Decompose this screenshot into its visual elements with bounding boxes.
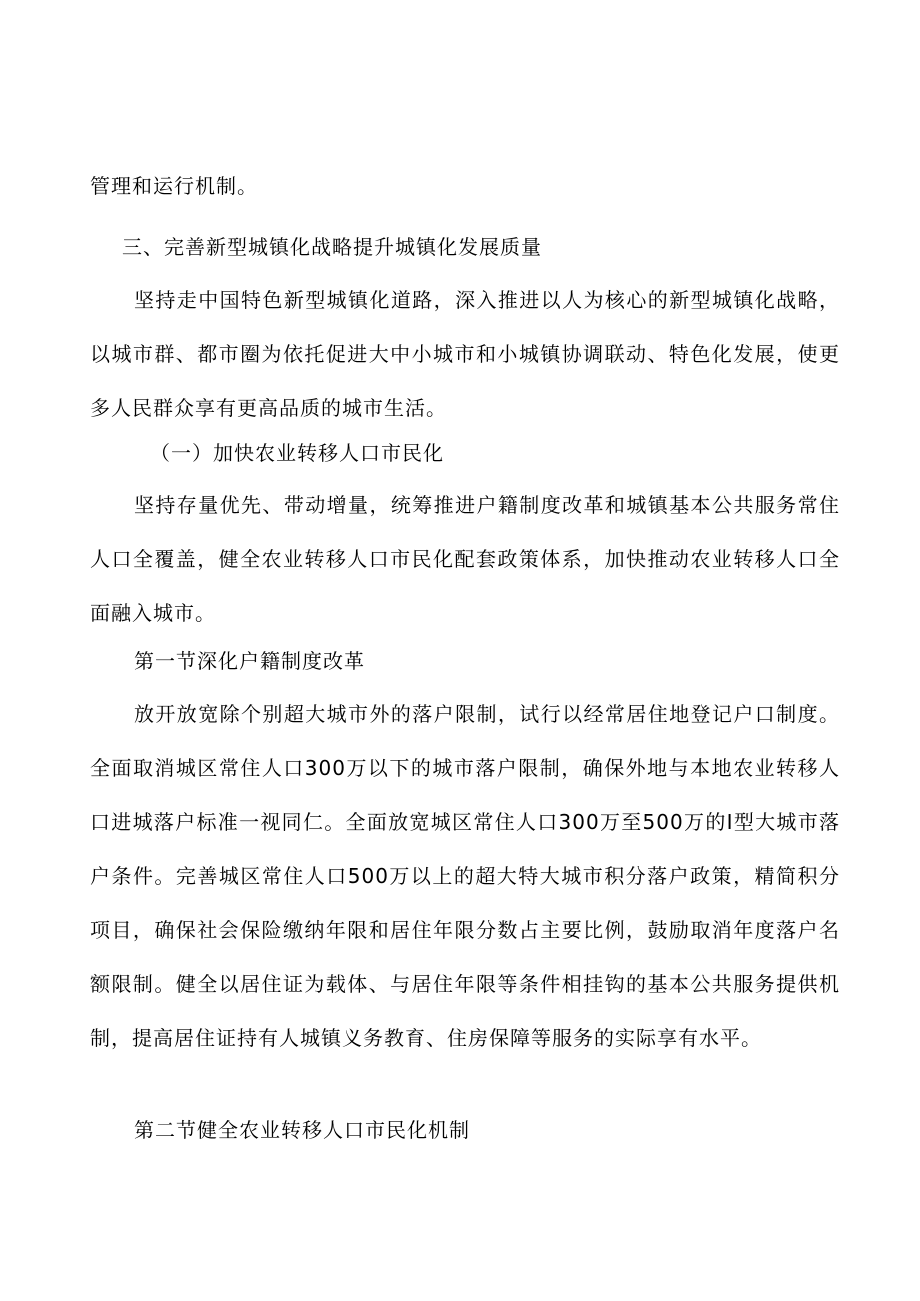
section1-heading: 第一节深化户籍制度改革	[134, 649, 365, 673]
continuation-text: 管理和运行机制。	[90, 174, 258, 198]
intro-paragraph: 坚持走中国特色新型城镇化道路，深入推进以人为核心的新型城镇化战略，以城市群、都市圈为依托促进大中小城市和小城镇协调联动、特色化发展，使更多人民群众享有更高品质的城市生活。	[90, 288, 840, 420]
section2-heading: 第二节健全农业转移人口市民化机制	[134, 1118, 470, 1142]
subsection-heading: （一）加快农业转移人口市民化	[150, 441, 444, 465]
subsection-paragraph: 坚持存量优先、带动增量，统筹推进户籍制度改革和城镇基本公共服务常住人口全覆盖，健全农业转移人口市民化配套政策体系，加快推动农业转移人口全面融入城市。	[90, 493, 840, 625]
section-heading: 三、完善新型城镇化战略提升城镇化发展质量	[122, 235, 542, 259]
section1-paragraph: 放开放宽除个别超大城市外的落户限制，试行以经常居住地登记户口制度。全面取消城区常住人口300万以下的城市落户限制，确保外地与本地农业转移人口进城落户标准一视同仁。全面放宽城区常住人口300万至500万的I型大城市落户条件。完善城区常住人口500万以上的超大特大城市积分落户政策，精简积分项目，确保社会保险缴纳年限和居住年限分数占主要比例，鼓励取消年度落户名额限制。健全以居住证为载体、与居住年限等条件相挂钩的基本公共服务提供机制，提高居住证持有人城镇义务教育、住房保障等服务的实际享有水平。	[90, 702, 840, 1050]
